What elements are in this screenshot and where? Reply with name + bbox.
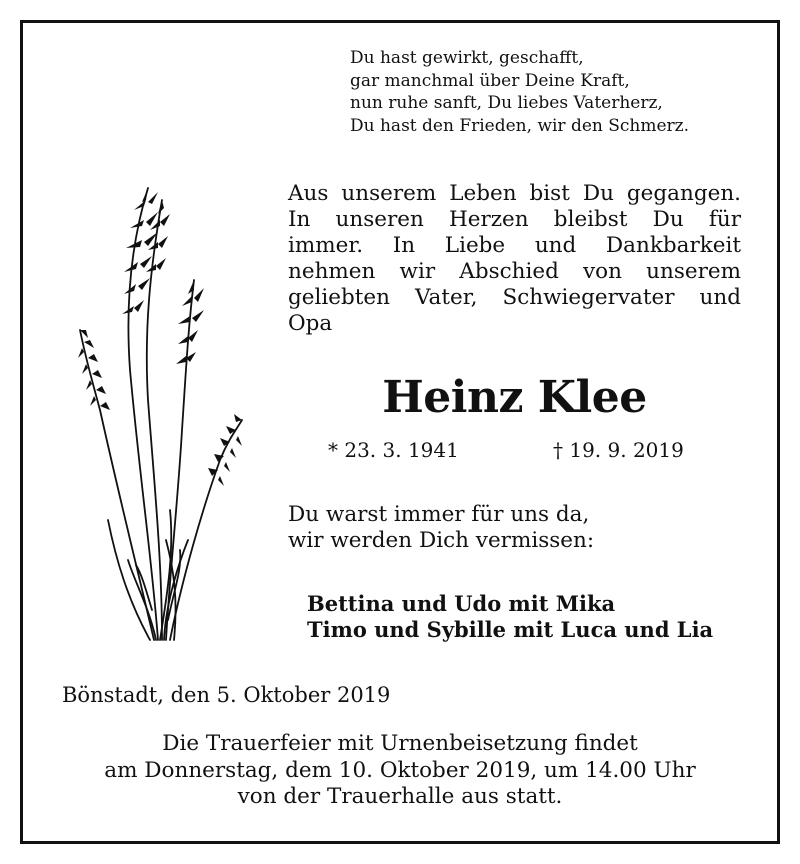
service-info — [40, 731, 760, 811]
intro-line: Aus unserem Leben bist Du gegangen. — [288, 181, 741, 206]
service-line: von der Trauerhalle aus statt. — [237, 784, 563, 809]
death-date: † 19. 9. 2019 — [553, 438, 684, 462]
farewell-line: Du warst immer für uns da, — [288, 502, 590, 527]
grass-plant-icon — [70, 180, 250, 645]
family-line: Timo und Sybille mit Luca und Lia — [307, 617, 714, 642]
deceased-name: Heinz Klee — [382, 372, 647, 423]
poem — [350, 47, 689, 137]
place-date: Bönstadt, den 5. Oktober 2019 — [62, 683, 391, 707]
poem-line: nun ruhe sanft, Du liebes Vaterherz, — [350, 93, 663, 113]
farewell-line: wir werden Dich vermissen: — [288, 528, 595, 553]
birth-date: * 23. 3. 1941 — [328, 438, 459, 462]
poem-line: Du hast den Frieden, wir den Schmerz. — [350, 115, 690, 136]
poem-line: Du hast gewirkt, geschafft, — [350, 48, 584, 68]
intro-line: immer. In Liebe und Dankbarkeit — [288, 233, 741, 258]
family-line: Bettina und Udo mit Mika — [307, 591, 616, 616]
intro-line: geliebten Vater, Schwiegervater und — [288, 285, 741, 310]
intro-line: In unseren Herzen bleibst Du für — [288, 207, 741, 232]
intro-text — [288, 181, 741, 337]
farewell-text — [288, 502, 594, 554]
family-names — [307, 591, 713, 643]
service-line: am Donnerstag, dem 10. Oktober 2019, um 14.00 Uhr — [104, 757, 696, 783]
intro-line: nehmen wir Abschied von unserem — [288, 259, 741, 284]
poem-line: gar manchmal über Deine Kraft, — [350, 70, 630, 91]
intro-line: Opa — [288, 311, 333, 336]
service-line: Die Trauerfeier mit Urnenbeisetzung findet — [162, 731, 638, 756]
